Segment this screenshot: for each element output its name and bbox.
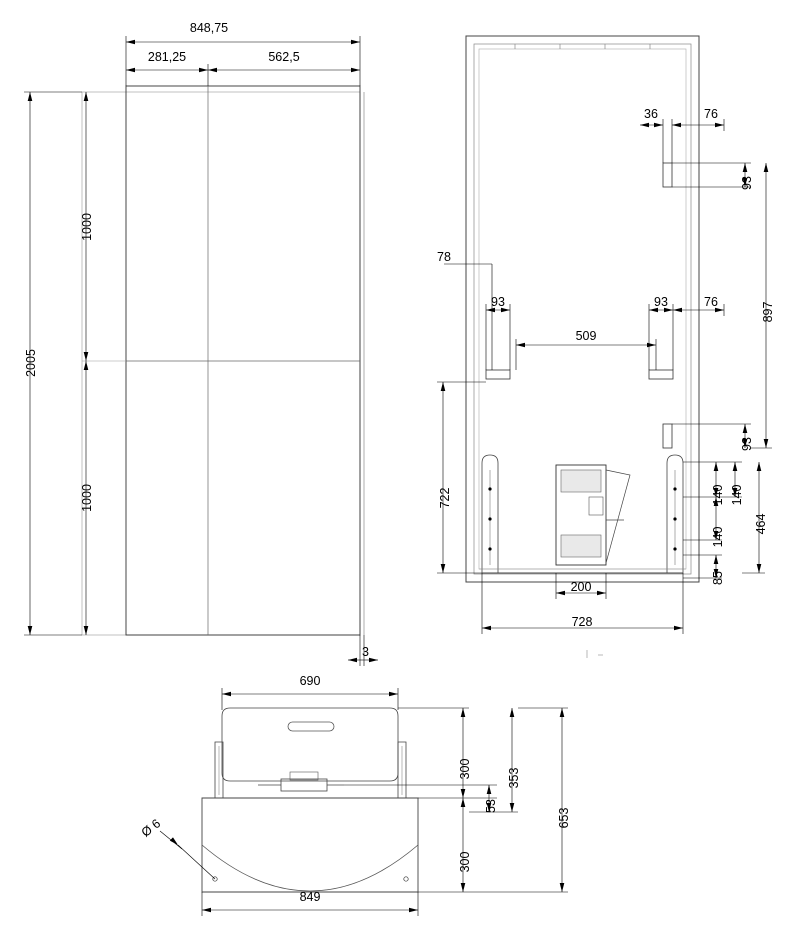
dim-rear-top-bracket-width: 76 [704, 107, 718, 121]
dim-top-outer-width: 849 [299, 890, 321, 904]
dim-rear-right-bracket-side: 76 [704, 295, 718, 309]
dim-rear-140-b: 140 [730, 484, 744, 506]
dim-rear-lower-bracket-height: 93 [740, 437, 754, 451]
top-view-geometry [202, 708, 418, 892]
dim-front-upper-panel-height: 1000 [80, 213, 94, 241]
dim-top-depth-53: 53 [484, 799, 498, 813]
rear-view-geometry [466, 36, 699, 582]
dim-rear-140-c: 140 [711, 526, 725, 548]
dim-rear-left-bracket-offset: 78 [437, 250, 451, 264]
dim-rear-85: 85 [711, 571, 725, 585]
dim-top-inner-width: 690 [299, 674, 321, 688]
dim-front-overall-width: 848,75 [189, 21, 229, 35]
dim-rear-foot-height: 722 [438, 487, 452, 509]
dim-rear-right-bracket-width: 93 [654, 295, 668, 309]
dim-rear-box-width: 200 [570, 580, 592, 594]
dim-front-thickness: 3 [362, 645, 369, 659]
dim-front-overall-height: 2005 [24, 349, 38, 377]
dim-rear-left-bracket-width: 93 [491, 295, 505, 309]
dim-rear-top-bracket-offset: 36 [644, 107, 658, 121]
dim-front-right-segment: 562,5 [268, 50, 300, 64]
front-view-dimensions [24, 36, 378, 666]
dim-rear-total-bracket-span: 897 [761, 301, 775, 323]
dim-rear-bracket-spacing: 509 [575, 329, 597, 343]
dim-top-depth-300-lower: 300 [458, 851, 472, 873]
dim-rear-464: 464 [754, 513, 768, 535]
top-view-dimensions [160, 688, 568, 916]
dim-top-depth-353: 353 [507, 767, 521, 789]
dim-rear-140-a: 140 [711, 484, 725, 506]
dim-front-lower-panel-height: 1000 [80, 484, 94, 512]
dim-top-hole-callout: Ø 6 [138, 816, 164, 840]
rear-view-dimensions [437, 119, 772, 634]
front-view-geometry [82, 86, 364, 635]
dim-front-left-segment: 281,25 [147, 50, 187, 64]
dim-top-depth-653: 653 [557, 807, 571, 829]
dim-rear-base-width: 728 [571, 615, 593, 629]
dim-top-depth-300-upper: 300 [458, 758, 472, 780]
dim-rear-top-bracket-height: 93 [740, 176, 754, 190]
